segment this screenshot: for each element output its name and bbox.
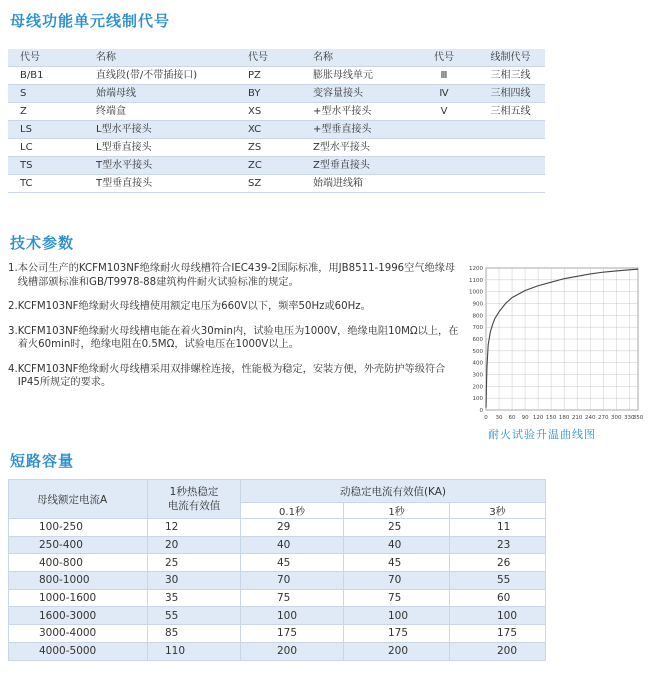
header-code: 代号 xyxy=(248,52,268,63)
y-tick-label: 500 xyxy=(472,348,483,355)
cell: 三相三线 xyxy=(490,70,531,81)
x-tick-label: 270 xyxy=(598,415,609,421)
cell: 29 xyxy=(241,519,344,537)
cell: 3000-4000 xyxy=(9,625,148,643)
cell: TS xyxy=(20,160,33,171)
table-row xyxy=(9,536,546,554)
cell: 70 xyxy=(241,572,344,590)
x-tick-label: 120 xyxy=(532,415,544,421)
y-tick-label: 700 xyxy=(472,325,483,332)
cell: 三相四线 xyxy=(490,88,531,99)
cell: ZC xyxy=(248,160,262,171)
header-thermal-stable xyxy=(148,480,241,519)
table-row xyxy=(8,157,545,175)
x-tick-label: 90 xyxy=(521,415,529,421)
y-tick-label: 1100 xyxy=(469,277,483,284)
y-tick-label: 1200 xyxy=(469,266,483,272)
x-tick-label: 240 xyxy=(584,415,596,421)
header-dynamic-stable: 动稳定电流有效值(KA) xyxy=(241,480,546,503)
cell: 1600-3000 xyxy=(9,607,148,625)
param-number: 3. xyxy=(8,325,18,337)
cell: 20 xyxy=(148,536,241,554)
table-row xyxy=(8,175,545,193)
header-code: 代号 xyxy=(434,52,454,63)
x-tick-label: 350 xyxy=(632,415,644,421)
cell: TC xyxy=(20,178,33,189)
cell: 26 xyxy=(450,554,546,572)
section-title-short-circuit: 短路容量 xyxy=(10,452,75,470)
cell: 200 xyxy=(344,642,450,660)
cell xyxy=(476,175,545,193)
y-tick-label: 800 xyxy=(472,313,483,320)
table-row xyxy=(8,67,545,85)
table-row xyxy=(9,554,546,572)
table-row xyxy=(9,572,546,590)
cell: PZ xyxy=(248,70,261,81)
cell: 100-250 xyxy=(9,519,148,537)
cell: 三相五线 xyxy=(490,106,531,117)
cell: 175 xyxy=(450,625,546,643)
chart-caption: 耐火试验升温曲线图 xyxy=(488,428,596,441)
cell: Ⅳ xyxy=(439,88,449,99)
cell: L型水平接头 xyxy=(96,124,152,135)
section-title-busbar-codes: 母线功能单元线制代号 xyxy=(10,12,171,30)
cell: Z型垂直接头 xyxy=(313,160,370,171)
fire-test-chart xyxy=(456,258,646,448)
header-rated-current: 母线额定电流A xyxy=(9,480,148,519)
tech-params-list xyxy=(8,262,463,401)
table-row xyxy=(8,121,545,139)
y-tick-label: 600 xyxy=(472,337,483,343)
cell: 始端进线箱 xyxy=(313,178,363,189)
cell: ZS xyxy=(248,142,262,153)
cell: 终端盒 xyxy=(96,106,126,117)
y-tick-label: 200 xyxy=(472,384,483,391)
cell: Z型水平接头 xyxy=(313,142,370,153)
cell: 55 xyxy=(450,572,546,590)
cell: 35 xyxy=(148,589,241,607)
cell: 400-800 xyxy=(9,554,148,572)
y-tick-label: 400 xyxy=(472,360,483,367)
param-number: 1. xyxy=(8,263,18,274)
cell: 11 xyxy=(450,519,546,537)
cell xyxy=(412,175,476,193)
cell: +型垂直接头 xyxy=(313,124,372,135)
cell: 变容量接头 xyxy=(313,88,363,99)
header-0-1s: 0.1秒 xyxy=(241,503,344,519)
table-row xyxy=(9,589,546,607)
cell: 25 xyxy=(344,519,450,537)
y-tick-label: 0 xyxy=(479,408,483,414)
cell: 直线段(带/不带插接口) xyxy=(96,70,198,81)
table-row xyxy=(9,519,546,537)
y-tick-label: 300 xyxy=(472,372,483,379)
cell: 200 xyxy=(241,642,344,660)
header-wiring-code: 线制代号 xyxy=(490,52,531,63)
cell: 膨胀母线单元 xyxy=(313,70,373,81)
short-circuit-table xyxy=(8,479,546,661)
table-row xyxy=(9,625,546,643)
cell: XS xyxy=(248,106,262,117)
cell: 25 xyxy=(148,554,241,572)
cell: 1000-1600 xyxy=(9,589,148,607)
x-tick-label: 180 xyxy=(558,415,570,421)
cell xyxy=(412,121,476,139)
table-header-row xyxy=(9,480,546,503)
cell: 100 xyxy=(241,607,344,625)
cell xyxy=(476,121,545,139)
cell: XC xyxy=(248,124,262,135)
cell: 60 xyxy=(450,589,546,607)
cell: BY xyxy=(248,88,261,99)
cell: 45 xyxy=(344,554,450,572)
cell: Z xyxy=(20,106,27,117)
cell: +型水平接头 xyxy=(313,106,372,117)
cell xyxy=(412,157,476,175)
x-tick-label: 210 xyxy=(571,415,583,421)
y-tick-label: 1000 xyxy=(469,289,483,296)
param-text: KCFM103NF绝缘耐火母线槽使用额定电压为660V以下，频率50Hz或60Hz。 xyxy=(17,301,371,312)
cell: 55 xyxy=(148,607,241,625)
table-header-row xyxy=(8,49,545,67)
cell: SZ xyxy=(248,178,262,189)
cell: 85 xyxy=(148,625,241,643)
header-name: 名称 xyxy=(313,52,333,63)
cell xyxy=(476,139,545,157)
cell: 200 xyxy=(450,642,546,660)
header-thermal-line1: 1秒热稳定 xyxy=(169,486,219,498)
table-row xyxy=(8,139,545,157)
cell: T型水平接头 xyxy=(96,160,153,171)
param-text: 本公司生产的KCFM103NF绝缘耐火母线槽符合IEC439-2国际标准，用JB8511-1996空气绝缘母线槽部颁标准和GB/T9978-88建筑构件耐火试验标准的规定。 xyxy=(17,263,456,288)
cell: 40 xyxy=(241,536,344,554)
param-number: 4. xyxy=(8,363,18,375)
x-tick-label: 0 xyxy=(484,415,488,421)
param-number: 2. xyxy=(8,301,18,312)
header-name: 名称 xyxy=(96,52,116,63)
cell: LS xyxy=(20,124,32,135)
busbar-code-table xyxy=(8,49,545,193)
cell: 4000-5000 xyxy=(9,642,148,660)
cell: 12 xyxy=(148,519,241,537)
cell: 23 xyxy=(450,536,546,554)
cell: 30 xyxy=(148,572,241,590)
param-item xyxy=(8,325,463,352)
table-row xyxy=(9,642,546,660)
cell: 100 xyxy=(450,607,546,625)
cell: L型垂直接头 xyxy=(96,142,152,153)
x-tick-label: 150 xyxy=(545,415,557,421)
cell: 始端母线 xyxy=(96,88,136,99)
param-text: KCFM103NF绝缘耐火母线槽电能在着火30min内，试验电压为1000V，绝缘电阻10MΩ以上，在着火60min时，绝缘电阻在0.5MΩ，试验电压在1000V以上。 xyxy=(17,325,459,350)
header-1s: 1秒 xyxy=(344,503,450,519)
header-code: 代号 xyxy=(20,52,40,63)
x-tick-label: 330 xyxy=(624,415,635,421)
param-item xyxy=(8,300,463,314)
section-title-tech-params: 技术参数 xyxy=(10,234,75,252)
header-thermal-line2: 电流有效值 xyxy=(167,500,221,512)
cell xyxy=(476,157,545,175)
x-tick-label: 30 xyxy=(495,415,503,421)
cell: 75 xyxy=(344,589,450,607)
x-tick-label: 300 xyxy=(611,415,622,421)
cell: 175 xyxy=(241,625,344,643)
cell: 800-1000 xyxy=(9,572,148,590)
cell: LC xyxy=(20,142,33,153)
cell: 175 xyxy=(344,625,450,643)
cell: 250-400 xyxy=(9,536,148,554)
x-tick-label: 60 xyxy=(508,415,516,421)
cell: Ⅲ xyxy=(440,70,448,81)
cell: 40 xyxy=(344,536,450,554)
y-tick-label: 900 xyxy=(472,301,483,308)
cell: 70 xyxy=(344,572,450,590)
cell: B/B1 xyxy=(20,70,44,81)
cell xyxy=(412,139,476,157)
cell: Ⅴ xyxy=(440,106,448,117)
cell: 75 xyxy=(241,589,344,607)
param-item xyxy=(8,262,463,289)
param-text: KCFM103NF绝缘耐火母线槽采用双排螺栓连接，性能极为稳定，安装方便，外壳防护等级符合IP45所规定的要求。 xyxy=(17,363,446,388)
cell: T型垂直接头 xyxy=(96,178,153,189)
table-row xyxy=(8,103,545,121)
y-tick-label: 100 xyxy=(472,396,483,403)
header-3s: 3秒 xyxy=(450,503,546,519)
cell: 45 xyxy=(241,554,344,572)
cell: 110 xyxy=(148,642,241,660)
cell: S xyxy=(20,88,27,99)
table-row xyxy=(8,85,545,103)
table-row xyxy=(9,607,546,625)
fire-test-chart-svg xyxy=(456,258,646,424)
cell: 100 xyxy=(344,607,450,625)
param-item xyxy=(8,363,463,390)
